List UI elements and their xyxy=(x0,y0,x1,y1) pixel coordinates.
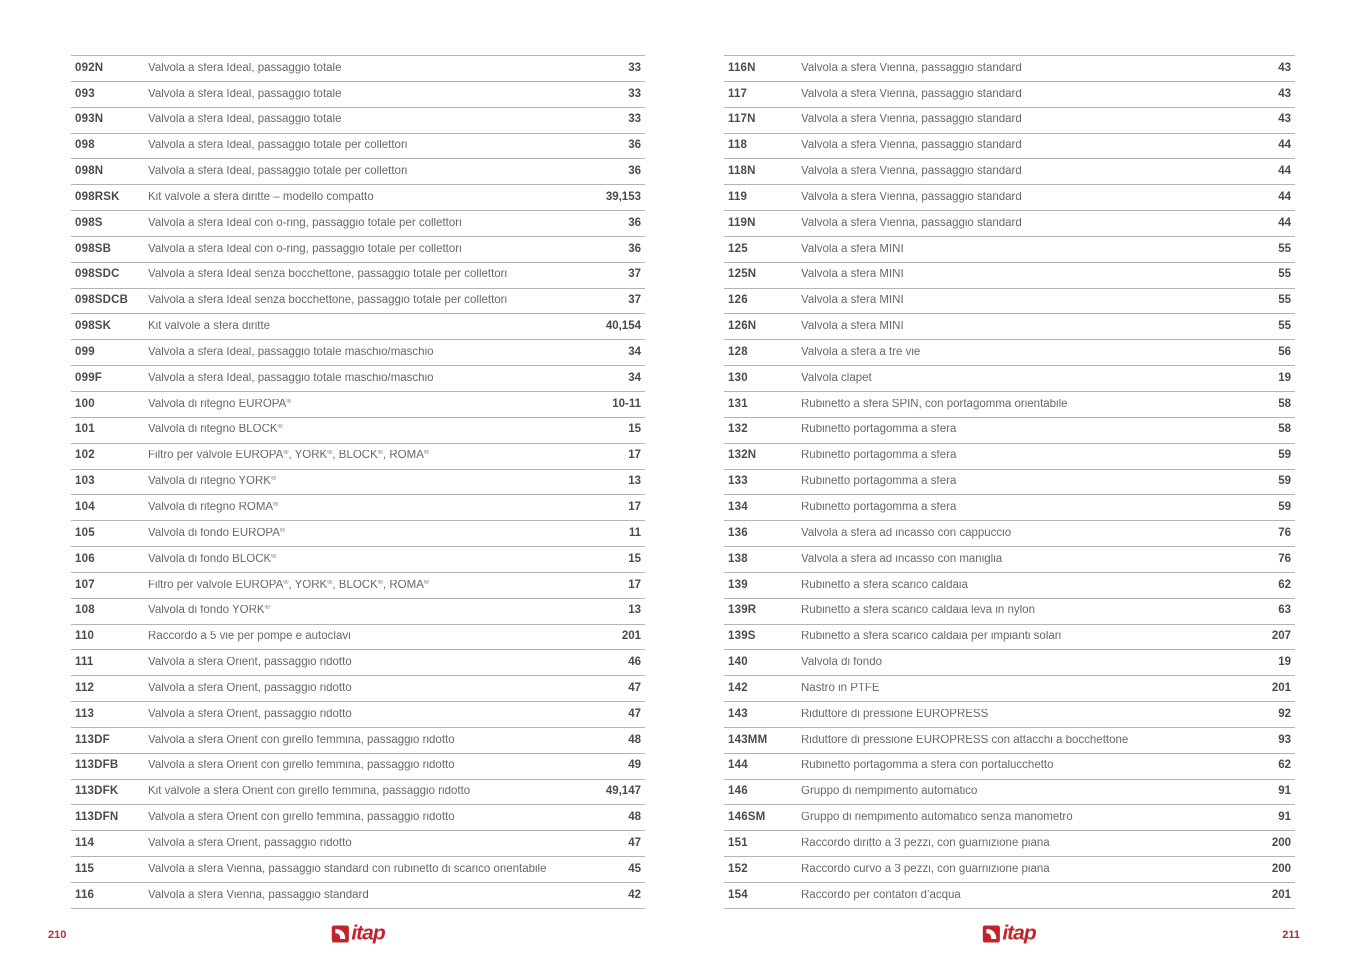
table-row xyxy=(71,237,645,263)
table-row xyxy=(724,159,1295,185)
product-description: Raccordo per contatori d’acqua xyxy=(801,889,961,901)
page-reference: 49,147 xyxy=(605,785,641,798)
page-reference: 19 xyxy=(1278,371,1291,384)
page-reference: 58 xyxy=(1278,423,1291,436)
table-row xyxy=(71,108,645,134)
table-row xyxy=(71,805,645,831)
product-description: Rubinetto a sfera scarico caldaia xyxy=(801,579,968,591)
page-reference: 44 xyxy=(1278,165,1291,178)
product-code: 139 xyxy=(728,578,748,591)
page-reference: 59 xyxy=(1278,501,1291,514)
table-row xyxy=(724,728,1295,754)
page-reference: 56 xyxy=(1278,345,1291,358)
table-row xyxy=(724,780,1295,806)
page-reference: 43 xyxy=(1278,61,1291,74)
page-reference: 55 xyxy=(1278,268,1291,281)
table-row xyxy=(724,237,1295,263)
product-code: 118 xyxy=(728,139,748,152)
product-description: Valvola a sfera Ideal, passaggio totale xyxy=(148,114,342,126)
product-description: Valvola di ritegno BLOCK® xyxy=(148,424,283,436)
product-code: 108 xyxy=(75,604,95,617)
page-reference: 59 xyxy=(1278,449,1291,462)
table-row xyxy=(724,56,1295,82)
table-row xyxy=(71,418,645,444)
product-code: 102 xyxy=(75,449,95,462)
product-code: 098RSK xyxy=(75,190,120,203)
table-row xyxy=(71,314,645,340)
table-row xyxy=(71,625,645,651)
table-row xyxy=(724,444,1295,470)
table-row xyxy=(71,444,645,470)
product-code: 132 xyxy=(728,423,748,436)
product-code: 128 xyxy=(728,345,748,358)
page-number-right: 211 xyxy=(1282,929,1300,941)
table-row xyxy=(724,470,1295,496)
table-row xyxy=(71,263,645,289)
page-reference: 91 xyxy=(1278,811,1291,824)
table-row xyxy=(71,289,645,315)
page-reference: 92 xyxy=(1278,707,1291,720)
page-reference: 37 xyxy=(628,268,641,281)
product-code: 146SM xyxy=(728,811,766,824)
product-description: Valvola a sfera Orient con girello femmina, passaggio ridotto xyxy=(148,734,455,746)
itap-logo xyxy=(331,922,384,946)
table-row xyxy=(724,547,1295,573)
product-description: Raccordo diritto a 3 pezzi, con guarnizione piana xyxy=(801,837,1050,849)
product-code: 131 xyxy=(728,397,748,410)
table-row xyxy=(724,702,1295,728)
product-description: Valvola a sfera Ideal, passaggio totale per collettori xyxy=(148,166,408,178)
product-code: 101 xyxy=(75,423,95,436)
product-description: Valvola di fondo xyxy=(801,657,882,669)
product-description: Valvola a sfera Ideal, passaggio totale xyxy=(148,62,342,74)
product-description: Valvola a sfera MINI xyxy=(801,243,904,255)
page-reference: 36 xyxy=(628,139,641,152)
table-row xyxy=(724,418,1295,444)
product-code: 111 xyxy=(75,656,94,669)
product-code: 151 xyxy=(728,836,748,849)
page-reference: 91 xyxy=(1278,785,1291,798)
table-row xyxy=(71,676,645,702)
page-reference: 200 xyxy=(1271,862,1291,875)
page-reference: 207 xyxy=(1271,630,1291,643)
page-reference: 55 xyxy=(1278,294,1291,307)
page-reference: 45 xyxy=(628,862,641,875)
table-row xyxy=(71,134,645,160)
product-description: Riduttore di pressione EUROPRESS xyxy=(801,708,989,720)
product-code: 118N xyxy=(728,165,756,178)
product-description: Valvola di fondo EUROPA® xyxy=(148,527,286,539)
product-code: 100 xyxy=(75,397,95,410)
product-description: Valvola a sfera MINI xyxy=(801,321,904,333)
product-description: Raccordo curvo a 3 pezzi, con guarnizione piana xyxy=(801,863,1050,875)
product-description: Valvola a sfera MINI xyxy=(801,269,904,281)
product-code: 098 xyxy=(75,139,95,152)
product-code: 143 xyxy=(728,707,748,720)
product-code: 112 xyxy=(75,681,95,694)
product-code: 133 xyxy=(728,475,748,488)
product-description: Rubinetto portagomma a sfera con portalucchetto xyxy=(801,760,1054,772)
page-number-left: 210 xyxy=(48,929,67,941)
product-description: Valvola a sfera ad incasso con cappuccio xyxy=(801,527,1012,539)
table-row xyxy=(71,521,645,547)
page-reference: 48 xyxy=(628,733,641,746)
product-description: Valvola di fondo YORK® xyxy=(148,605,270,617)
table-row xyxy=(724,521,1295,547)
table-row xyxy=(71,340,645,366)
page-reference: 33 xyxy=(628,113,641,126)
product-description: Gruppo di riempimento automatico senza manometro xyxy=(801,812,1073,824)
product-description: Kit valvole a sfera diritte – modello compatto xyxy=(148,191,374,203)
product-description: Valvola a sfera Ideal, passaggio totale maschio/maschio xyxy=(148,372,434,384)
product-description: Valvola a sfera Vienna, passaggio standard xyxy=(801,217,1022,229)
product-description: Valvola a sfera Vienna, passaggio standard xyxy=(801,191,1022,203)
product-code: 113DFB xyxy=(75,759,119,772)
table-row xyxy=(71,159,645,185)
page-reference: 33 xyxy=(628,87,641,100)
product-code: 099F xyxy=(75,371,103,384)
product-code: 093 xyxy=(75,87,95,100)
page-reference: 37 xyxy=(628,294,641,307)
product-description: Nastro in PTFE xyxy=(801,682,880,694)
product-code: 119 xyxy=(728,190,748,203)
product-description: Raccordo a 5 vie per pompe e autoclavi xyxy=(148,631,351,643)
page-reference: 47 xyxy=(628,707,641,720)
product-code: 136 xyxy=(728,526,748,539)
product-code: 115 xyxy=(75,862,95,875)
page-reference: 43 xyxy=(1278,87,1291,100)
page-reference: 76 xyxy=(1278,526,1291,539)
product-code: 098SK xyxy=(75,320,112,333)
table-row xyxy=(71,573,645,599)
page-reference: 17 xyxy=(628,501,641,514)
product-description: Valvola a sfera Orient con girello femmina, passaggio ridotto xyxy=(148,812,455,824)
product-description: Valvola a sfera Vienna, passaggio standard xyxy=(148,889,369,901)
product-code: 106 xyxy=(75,552,95,565)
page-reference: 36 xyxy=(628,216,641,229)
page-reference: 76 xyxy=(1278,552,1291,565)
page-reference: 49 xyxy=(628,759,641,772)
product-description: Valvola a sfera Vienna, passaggio standard xyxy=(801,140,1022,152)
table-row xyxy=(724,857,1295,883)
product-description: Valvola a sfera Ideal, passaggio totale maschio/maschio xyxy=(148,346,434,358)
table-row xyxy=(71,470,645,496)
product-description: Rubinetto a sfera scarico caldaia per impianti solari xyxy=(801,631,1062,643)
page-reference: 36 xyxy=(628,165,641,178)
product-description: Valvola a sfera Vienna, passaggio standard xyxy=(801,114,1022,126)
product-code: 130 xyxy=(728,371,748,384)
table-row xyxy=(71,547,645,573)
product-code: 144 xyxy=(728,759,748,772)
page-reference: 43 xyxy=(1278,113,1291,126)
page-reference: 34 xyxy=(628,371,641,384)
page-reference: 201 xyxy=(621,630,641,643)
page-reference: 39,153 xyxy=(605,190,641,203)
table-row xyxy=(724,134,1295,160)
product-description: Valvola a sfera Orient, passaggio ridotto xyxy=(148,708,352,720)
page-reference: 17 xyxy=(628,578,641,591)
product-code: 126 xyxy=(728,294,748,307)
product-description: Valvola a sfera Vienna, passaggio standard xyxy=(801,88,1022,100)
product-code: 152 xyxy=(728,862,748,875)
product-code: 138 xyxy=(728,552,748,565)
page-reference: 44 xyxy=(1278,216,1291,229)
page-reference: 11 xyxy=(628,526,641,539)
product-code: 099 xyxy=(75,345,95,358)
table-row xyxy=(71,650,645,676)
table-row xyxy=(724,108,1295,134)
product-description: Valvola clapet xyxy=(801,372,872,384)
itap-logo-text: itap xyxy=(351,922,385,945)
product-description: Valvola a sfera Ideal senza bocchettone, passaggio totale per collettori xyxy=(148,269,508,281)
product-code: 092N xyxy=(75,61,104,74)
product-code: 114 xyxy=(75,836,95,849)
page-reference: 36 xyxy=(628,242,641,255)
page-reference: 13 xyxy=(628,604,641,617)
product-description: Valvola a sfera Orient con girello femmina, passaggio ridotto xyxy=(148,760,455,772)
product-code: 098N xyxy=(75,165,104,178)
page-reference: 44 xyxy=(1278,139,1291,152)
itap-logo-text: itap xyxy=(1002,922,1036,945)
product-description: Valvola di ritegno EUROPA® xyxy=(148,398,292,410)
product-description: Valvola a sfera Vienna, passaggio standard xyxy=(801,62,1022,74)
page-reference: 44 xyxy=(1278,190,1291,203)
table-row xyxy=(724,573,1295,599)
table-row xyxy=(724,289,1295,315)
product-code: 098SB xyxy=(75,242,112,255)
table-row xyxy=(71,728,645,754)
product-description: Valvola a sfera Vienna, passaggio standard con rubinetto di scarico orientabile xyxy=(148,863,547,875)
product-code: 113DF xyxy=(75,733,110,746)
table-row xyxy=(724,263,1295,289)
product-code: 116 xyxy=(75,888,95,901)
page-reference: 201 xyxy=(1271,681,1291,694)
table-row xyxy=(71,82,645,108)
table-row xyxy=(71,495,645,521)
product-code: 154 xyxy=(728,888,748,901)
product-description: Valvola a sfera MINI xyxy=(801,295,904,307)
page-reference: 55 xyxy=(1278,320,1291,333)
index-table-left xyxy=(71,55,645,909)
product-code: 119N xyxy=(728,216,756,229)
product-description: Valvola a sfera Orient, passaggio ridotto xyxy=(148,837,352,849)
table-row xyxy=(724,831,1295,857)
product-code: 125 xyxy=(728,242,748,255)
table-row xyxy=(724,82,1295,108)
page-reference: 17 xyxy=(628,449,641,462)
page-reference: 201 xyxy=(1271,888,1291,901)
product-description: Rubinetto portagomma a sfera xyxy=(801,476,957,488)
product-code: 146 xyxy=(728,785,748,798)
page-reference: 10-11 xyxy=(612,397,641,410)
page-reference: 63 xyxy=(1278,604,1291,617)
table-row xyxy=(71,599,645,625)
product-description: Valvola a sfera Ideal con o-ring, passaggio totale per collettori xyxy=(148,243,462,255)
table-row xyxy=(71,883,645,909)
table-row xyxy=(724,340,1295,366)
product-code: 117N xyxy=(728,113,756,126)
product-description: Valvola a sfera Ideal con o-ring, passaggio totale per collettori xyxy=(148,217,462,229)
table-row xyxy=(71,831,645,857)
product-description: Filtro per valvole EUROPA®, YORK®, BLOCK®, ROMA® xyxy=(148,579,430,591)
table-row xyxy=(71,366,645,392)
table-row xyxy=(724,676,1295,702)
product-code: 139R xyxy=(728,604,757,617)
product-description: Valvola a sfera Orient, passaggio ridotto xyxy=(148,657,352,669)
product-code: 113DFN xyxy=(75,811,119,824)
product-description: Valvola a sfera Ideal senza bocchettone, passaggio totale per collettori xyxy=(148,295,508,307)
page-reference: 15 xyxy=(628,423,641,436)
page-reference: 42 xyxy=(628,888,641,901)
table-row xyxy=(724,599,1295,625)
table-row xyxy=(71,702,645,728)
product-description: Kit valvole a sfera Orient con girello femmina, passaggio ridotto xyxy=(148,786,471,798)
product-description: Filtro per valvole EUROPA®, YORK®, BLOCK®, ROMA® xyxy=(148,450,430,462)
page-reference: 34 xyxy=(628,345,641,358)
product-description: Rubinetto portagomma a sfera xyxy=(801,502,957,514)
product-code: 142 xyxy=(728,681,748,694)
page-reference: 58 xyxy=(1278,397,1291,410)
product-code: 139S xyxy=(728,630,756,643)
page-reference: 47 xyxy=(628,681,641,694)
product-description: Rubinetto portagomma a sfera xyxy=(801,450,957,462)
table-row xyxy=(724,754,1295,780)
table-row xyxy=(724,805,1295,831)
product-code: 103 xyxy=(75,475,95,488)
product-code: 098S xyxy=(75,216,103,229)
page-reference: 47 xyxy=(628,836,641,849)
product-code: 110 xyxy=(75,630,95,643)
table-row xyxy=(724,883,1295,909)
product-description: Rubinetto a sfera SPIN, con portagomma orientabile xyxy=(801,398,1068,410)
page-reference: 200 xyxy=(1271,836,1291,849)
itap-logo-mark-icon xyxy=(982,925,1000,943)
product-description: Rubinetto portagomma a sfera xyxy=(801,424,957,436)
product-description: Valvola a sfera a tre vie xyxy=(801,346,921,358)
product-code: 113 xyxy=(75,707,95,720)
product-code: 140 xyxy=(728,656,748,669)
table-row xyxy=(71,857,645,883)
product-code: 093N xyxy=(75,113,104,126)
page-reference: 33 xyxy=(628,61,641,74)
table-row xyxy=(71,185,645,211)
page-reference: 48 xyxy=(628,811,641,824)
table-row xyxy=(724,650,1295,676)
table-row xyxy=(724,211,1295,237)
page-reference: 15 xyxy=(628,552,641,565)
page-reference: 93 xyxy=(1278,733,1291,746)
product-description: Valvola a sfera ad incasso con maniglia xyxy=(801,553,1003,565)
page-reference: 55 xyxy=(1278,242,1291,255)
product-description: Gruppo di riempimento automatico xyxy=(801,786,978,798)
product-code: 113DFK xyxy=(75,785,119,798)
table-row xyxy=(71,56,645,82)
product-description: Valvola a sfera Orient, passaggio ridotto xyxy=(148,682,352,694)
page-reference: 59 xyxy=(1278,475,1291,488)
product-code: 132N xyxy=(728,449,757,462)
product-description: Rubinetto a sfera scarico caldaia leva in nylon xyxy=(801,605,1035,617)
product-code: 105 xyxy=(75,526,95,539)
table-row xyxy=(71,211,645,237)
product-code: 098SDCB xyxy=(75,294,129,307)
itap-logo-mark-icon xyxy=(331,925,349,943)
product-code: 134 xyxy=(728,501,748,514)
product-description: Valvola di fondo BLOCK® xyxy=(148,553,277,565)
table-row xyxy=(724,392,1295,418)
product-code: 098SDC xyxy=(75,268,120,281)
product-code: 104 xyxy=(75,501,95,514)
page-reference: 62 xyxy=(1278,759,1291,772)
product-code: 126N xyxy=(728,320,757,333)
product-description: Valvola di ritegno ROMA® xyxy=(148,502,279,514)
product-description: Valvola a sfera Ideal, passaggio totale xyxy=(148,88,342,100)
product-code: 143MM xyxy=(728,733,768,746)
table-row xyxy=(71,754,645,780)
page-reference: 40,154 xyxy=(605,320,641,333)
page-reference: 19 xyxy=(1278,656,1291,669)
product-description: Valvola a sfera Ideal, passaggio totale per collettori xyxy=(148,140,408,152)
table-row xyxy=(71,780,645,806)
table-row xyxy=(724,366,1295,392)
table-row xyxy=(724,185,1295,211)
product-description: Riduttore di pressione EUROPRESS con attacchi a bocchettone xyxy=(801,734,1129,746)
table-row xyxy=(724,495,1295,521)
product-code: 117 xyxy=(728,87,748,100)
table-row xyxy=(724,625,1295,651)
page-reference: 13 xyxy=(628,475,641,488)
page-reference: 62 xyxy=(1278,578,1291,591)
product-description: Valvola a sfera Vienna, passaggio standard xyxy=(801,166,1022,178)
table-row xyxy=(71,392,645,418)
page-reference: 46 xyxy=(628,656,641,669)
product-code: 125N xyxy=(728,268,757,281)
table-row xyxy=(724,314,1295,340)
product-code: 116N xyxy=(728,61,756,74)
product-code: 107 xyxy=(75,578,95,591)
product-description: Valvola di ritegno YORK® xyxy=(148,476,277,488)
index-table-right xyxy=(724,55,1295,909)
product-description: Kit valvole a sfera diritte xyxy=(148,321,271,333)
itap-logo xyxy=(982,922,1035,946)
